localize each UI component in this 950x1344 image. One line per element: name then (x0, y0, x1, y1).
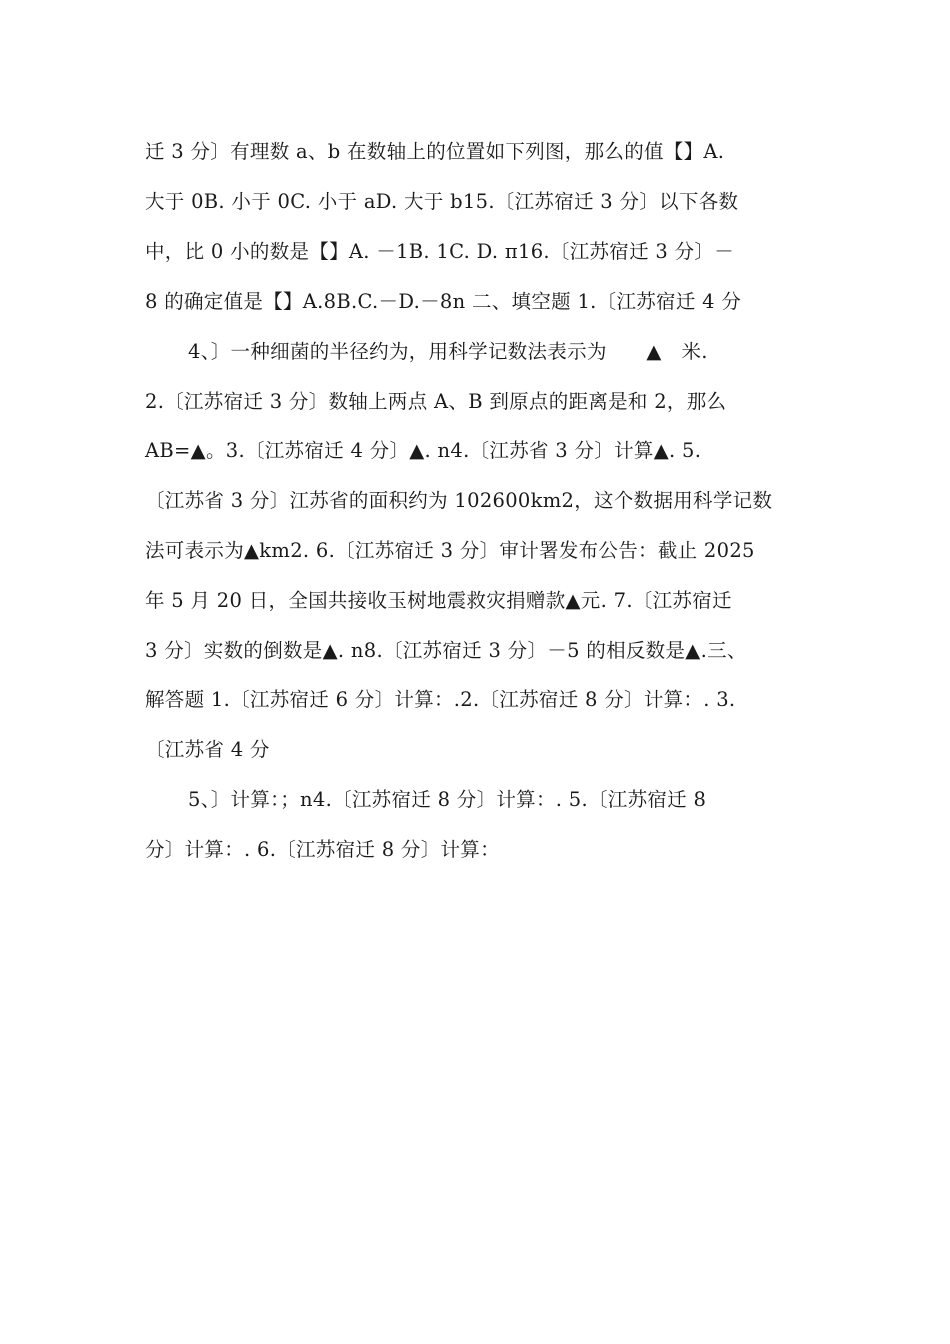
text-line-8: 〔江苏省 3 分〕江苏省的面积约为 102600km2，这个数据用科学记数 (145, 489, 773, 512)
text-line-13: 〔江苏省 4 分 (145, 738, 270, 761)
text-line-15: 分〕计算：. 6.〔江苏宿迁 8 分〕计算： (145, 838, 500, 861)
text-line-7: AB=▲。3.〔江苏宿迁 4 分〕▲. n4.〔江苏省 3 分〕计算▲. 5. (145, 439, 702, 462)
text-line-2: 大于 0B. 小于 0C. 小于 aD. 大于 b15.〔江苏宿迁 3 分〕以下各数 (145, 190, 739, 213)
text-line-12: 解答题 1.〔江苏宿迁 6 分〕计算：.2.〔江苏宿迁 8 分〕计算：. 3. (145, 688, 736, 711)
text-line-6: 2.〔江苏宿迁 3 分〕数轴上两点 A、B 到原点的距离是和 2，那么 (145, 390, 727, 413)
text-line-3: 中，比 0 小的数是【】A. －1B. 1C. D. π16.〔江苏宿迁 3 分〕－ (145, 240, 735, 263)
text-line-5: 4、〕一种细菌的半径约为，用科学记数法表示为 ▲ 米. (188, 340, 708, 363)
text-line-11: 3 分〕实数的倒数是▲. n8.〔江苏宿迁 3 分〕－5 的相反数是▲.三、 (145, 639, 747, 662)
text-line-4: 8 的确定值是【】A.8B.C.－D.－8n 二、填空题 1.〔江苏宿迁 4 分 (145, 290, 742, 313)
text-line-14: 5、〕计算：；n4.〔江苏宿迁 8 分〕计算：. 5.〔江苏宿迁 8 (188, 788, 707, 811)
text-line-9: 法可表示为▲km2. 6.〔江苏宿迁 3 分〕审计署发布公告：截止 2025 (145, 539, 755, 562)
text-line-1: 迁 3 分〕有理数 a、b 在数轴上的位置如下列图，那么的值【】A. (145, 140, 725, 163)
text-line-10: 年 5 月 20 日，全国共接收玉树地震救灾捐赠款▲元. 7.〔江苏宿迁 (145, 589, 732, 612)
